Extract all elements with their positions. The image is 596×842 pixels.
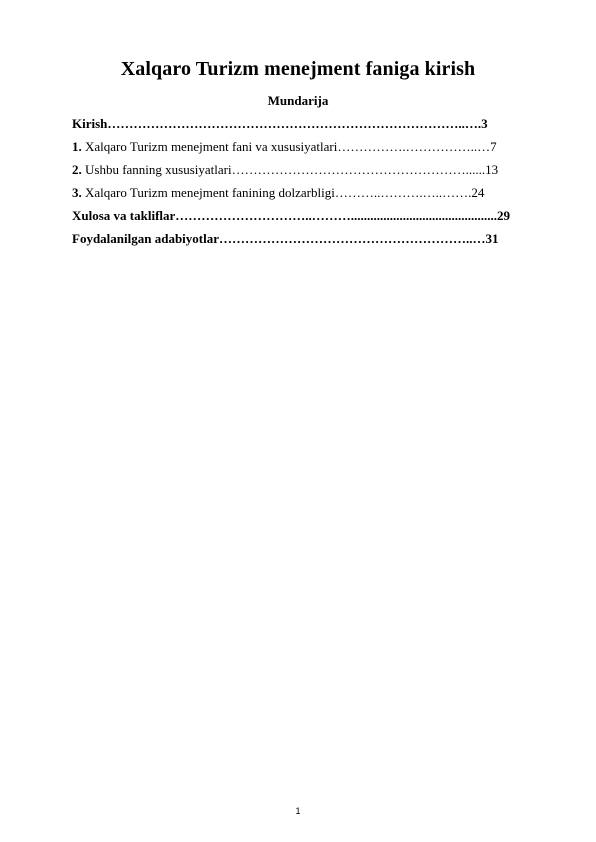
toc-entry-text: Xalqaro Turizm menejment fani va xususiyatlari…………….……………..…7	[81, 139, 497, 154]
toc-entry-number: 2.	[72, 162, 82, 177]
toc-entry-1	[72, 139, 510, 162]
toc-heading: Mundarija	[267, 93, 329, 108]
toc-entry-number: 3.	[72, 185, 82, 200]
toc-entry-number: 1.	[72, 139, 82, 154]
toc-entry-text: Xulosa va takliflar…………………………..……….............................................29	[72, 208, 511, 223]
toc-entry-kirish	[72, 116, 510, 139]
toc-entry-text: Kirish………………………………………………………………………..….3	[72, 116, 488, 131]
toc-entry-text: Foydalanilgan adabiyotlar…………………………………………………..…31	[72, 231, 499, 246]
toc-entry-3	[72, 185, 510, 208]
toc-entry-adabiyotlar	[72, 231, 510, 254]
toc-entry-xulosa	[72, 208, 510, 231]
toc-entry-text: Xalqaro Turizm menejment fanining dolzarbligi………..……….…..…….24	[81, 185, 485, 200]
page-number: 1	[295, 806, 301, 816]
toc-entry-2	[72, 162, 510, 185]
table-of-contents	[72, 116, 510, 254]
document-title: Xalqaro Turizm menejment faniga kirish	[120, 58, 476, 80]
toc-entry-text: Ushbu fanning xususiyatlari………………………………………………......13	[81, 162, 499, 177]
